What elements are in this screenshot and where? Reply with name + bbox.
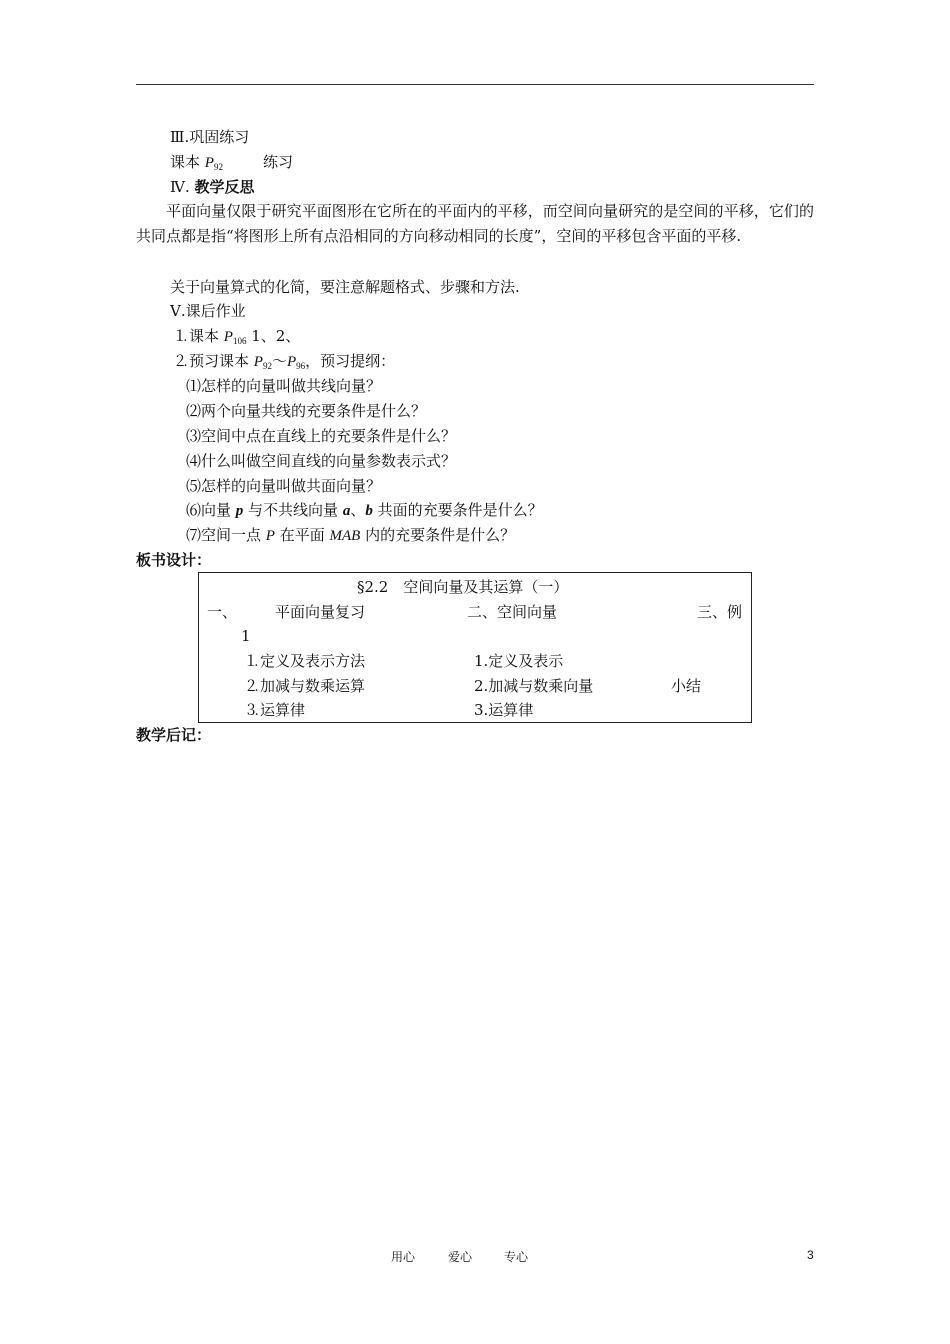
board-col1-item: ⒊运算律 xyxy=(245,701,306,719)
q7-part-c: 内的充要条件是什么？ xyxy=(360,526,516,544)
q7-part-b: 在平面 xyxy=(274,526,330,544)
outline-question-3: ⑶空间中点在直线上的充要条件是什么？ xyxy=(186,427,457,445)
q6-part-a: ⑹向量 xyxy=(186,501,236,519)
footer-text-3: 专心 xyxy=(504,1250,529,1264)
section-5-heading: Ⅴ.课后作业 xyxy=(170,302,246,320)
homework-1-p: P xyxy=(223,329,233,345)
section-4-num: Ⅳ. xyxy=(170,178,195,196)
q6-part-c: 、 xyxy=(350,501,366,519)
q6-part-b: 与不共线向量 xyxy=(243,501,343,519)
board-col2-item: 1.定义及表示 xyxy=(474,652,564,670)
q7-part-a: ⑺空间一点 xyxy=(186,526,266,544)
board-design-label: 板书设计： xyxy=(136,551,212,569)
outline-question-4: ⑷什么叫做空间直线的向量参数表示式？ xyxy=(186,452,457,470)
q6-vector-p: p xyxy=(235,503,244,519)
q6-vector-a: a xyxy=(342,503,351,519)
board-design-box xyxy=(198,572,752,723)
postscript-label: 教学后记： xyxy=(136,726,212,744)
homework-1-suffix: 1、2、 xyxy=(246,327,301,345)
board-title: §2.2 空间向量及其运算（一） xyxy=(357,578,569,596)
board-col1-item: ⒉加减与数乘运算 xyxy=(245,677,366,695)
homework-2-sub1: 92 xyxy=(262,361,272,371)
homework-2-prefix: ⒉预习课本 xyxy=(174,352,254,370)
board-col3-continuation: 1 xyxy=(241,627,251,645)
board-col2-item: 2.加减与数乘向量 xyxy=(474,677,594,695)
homework-2-suffix: ，预习提纲： xyxy=(305,352,396,370)
q7-point-p: P xyxy=(265,528,275,544)
homework-item-1 xyxy=(174,326,300,351)
section-3-heading: Ⅲ.巩固练习 xyxy=(170,128,250,146)
section-3-exercise xyxy=(170,152,293,177)
exercise-page-sub: 92 xyxy=(213,162,223,172)
reflection-paragraph-1: 平面向量仅限于研究平面图形在它所在的平面内的平移，而空间向量研究的是空间的平移，它们的共同点都是指“将图形上所有点沿相同的方向移动相同的长度”，空间的平移包含平面的平移. xyxy=(136,202,814,245)
homework-2-p1: P xyxy=(253,354,263,370)
board-col1-num: 一、 xyxy=(207,603,238,621)
exercise-suffix: 练习 xyxy=(262,153,293,171)
section-4-title: 教学反思 xyxy=(194,178,255,196)
outline-question-6 xyxy=(186,500,543,521)
board-col2-title: 二、空间向量 xyxy=(467,603,558,621)
q6-part-d: 共面的充要条件是什么？ xyxy=(372,501,543,519)
reflection-paragraph-2: 关于向量算式的化简，要注意解题格式、步骤和方法. xyxy=(170,278,520,296)
homework-2-mid: ～ xyxy=(271,352,287,370)
q6-vector-b: b xyxy=(365,503,373,519)
board-col3-summary: 小结 xyxy=(671,677,702,695)
outline-question-7 xyxy=(186,525,515,546)
footer-text-1: 用心 xyxy=(391,1250,416,1264)
board-col1-title: 平面向量复习 xyxy=(275,603,366,621)
homework-2-sub2: 96 xyxy=(296,361,306,371)
board-col2-item: 3.运算律 xyxy=(474,701,534,719)
homework-1-sub: 106 xyxy=(232,336,247,346)
exercise-prefix: 课本 xyxy=(170,153,205,171)
homework-1-prefix: ⒈课本 xyxy=(174,327,224,345)
homework-item-2 xyxy=(174,351,395,376)
outline-question-2: ⑵两个向量共线的充要条件是什么？ xyxy=(186,402,427,420)
header-rule xyxy=(136,84,814,85)
exercise-page-p: P xyxy=(204,155,214,171)
board-col1-item: ⒈定义及表示方法 xyxy=(245,652,366,670)
outline-question-5: ⑸怎样的向量叫做共面向量？ xyxy=(186,477,382,495)
footer-text-2: 爱心 xyxy=(448,1250,473,1264)
homework-2-p2: P xyxy=(286,354,297,370)
outline-question-1: ⑴怎样的向量叫做共线向量？ xyxy=(186,377,382,395)
q7-plane-mab: MAB xyxy=(329,528,361,544)
board-col3-title: 三、例 xyxy=(697,603,743,621)
section-4-heading xyxy=(170,177,255,197)
page-number: 3 xyxy=(807,1248,814,1262)
